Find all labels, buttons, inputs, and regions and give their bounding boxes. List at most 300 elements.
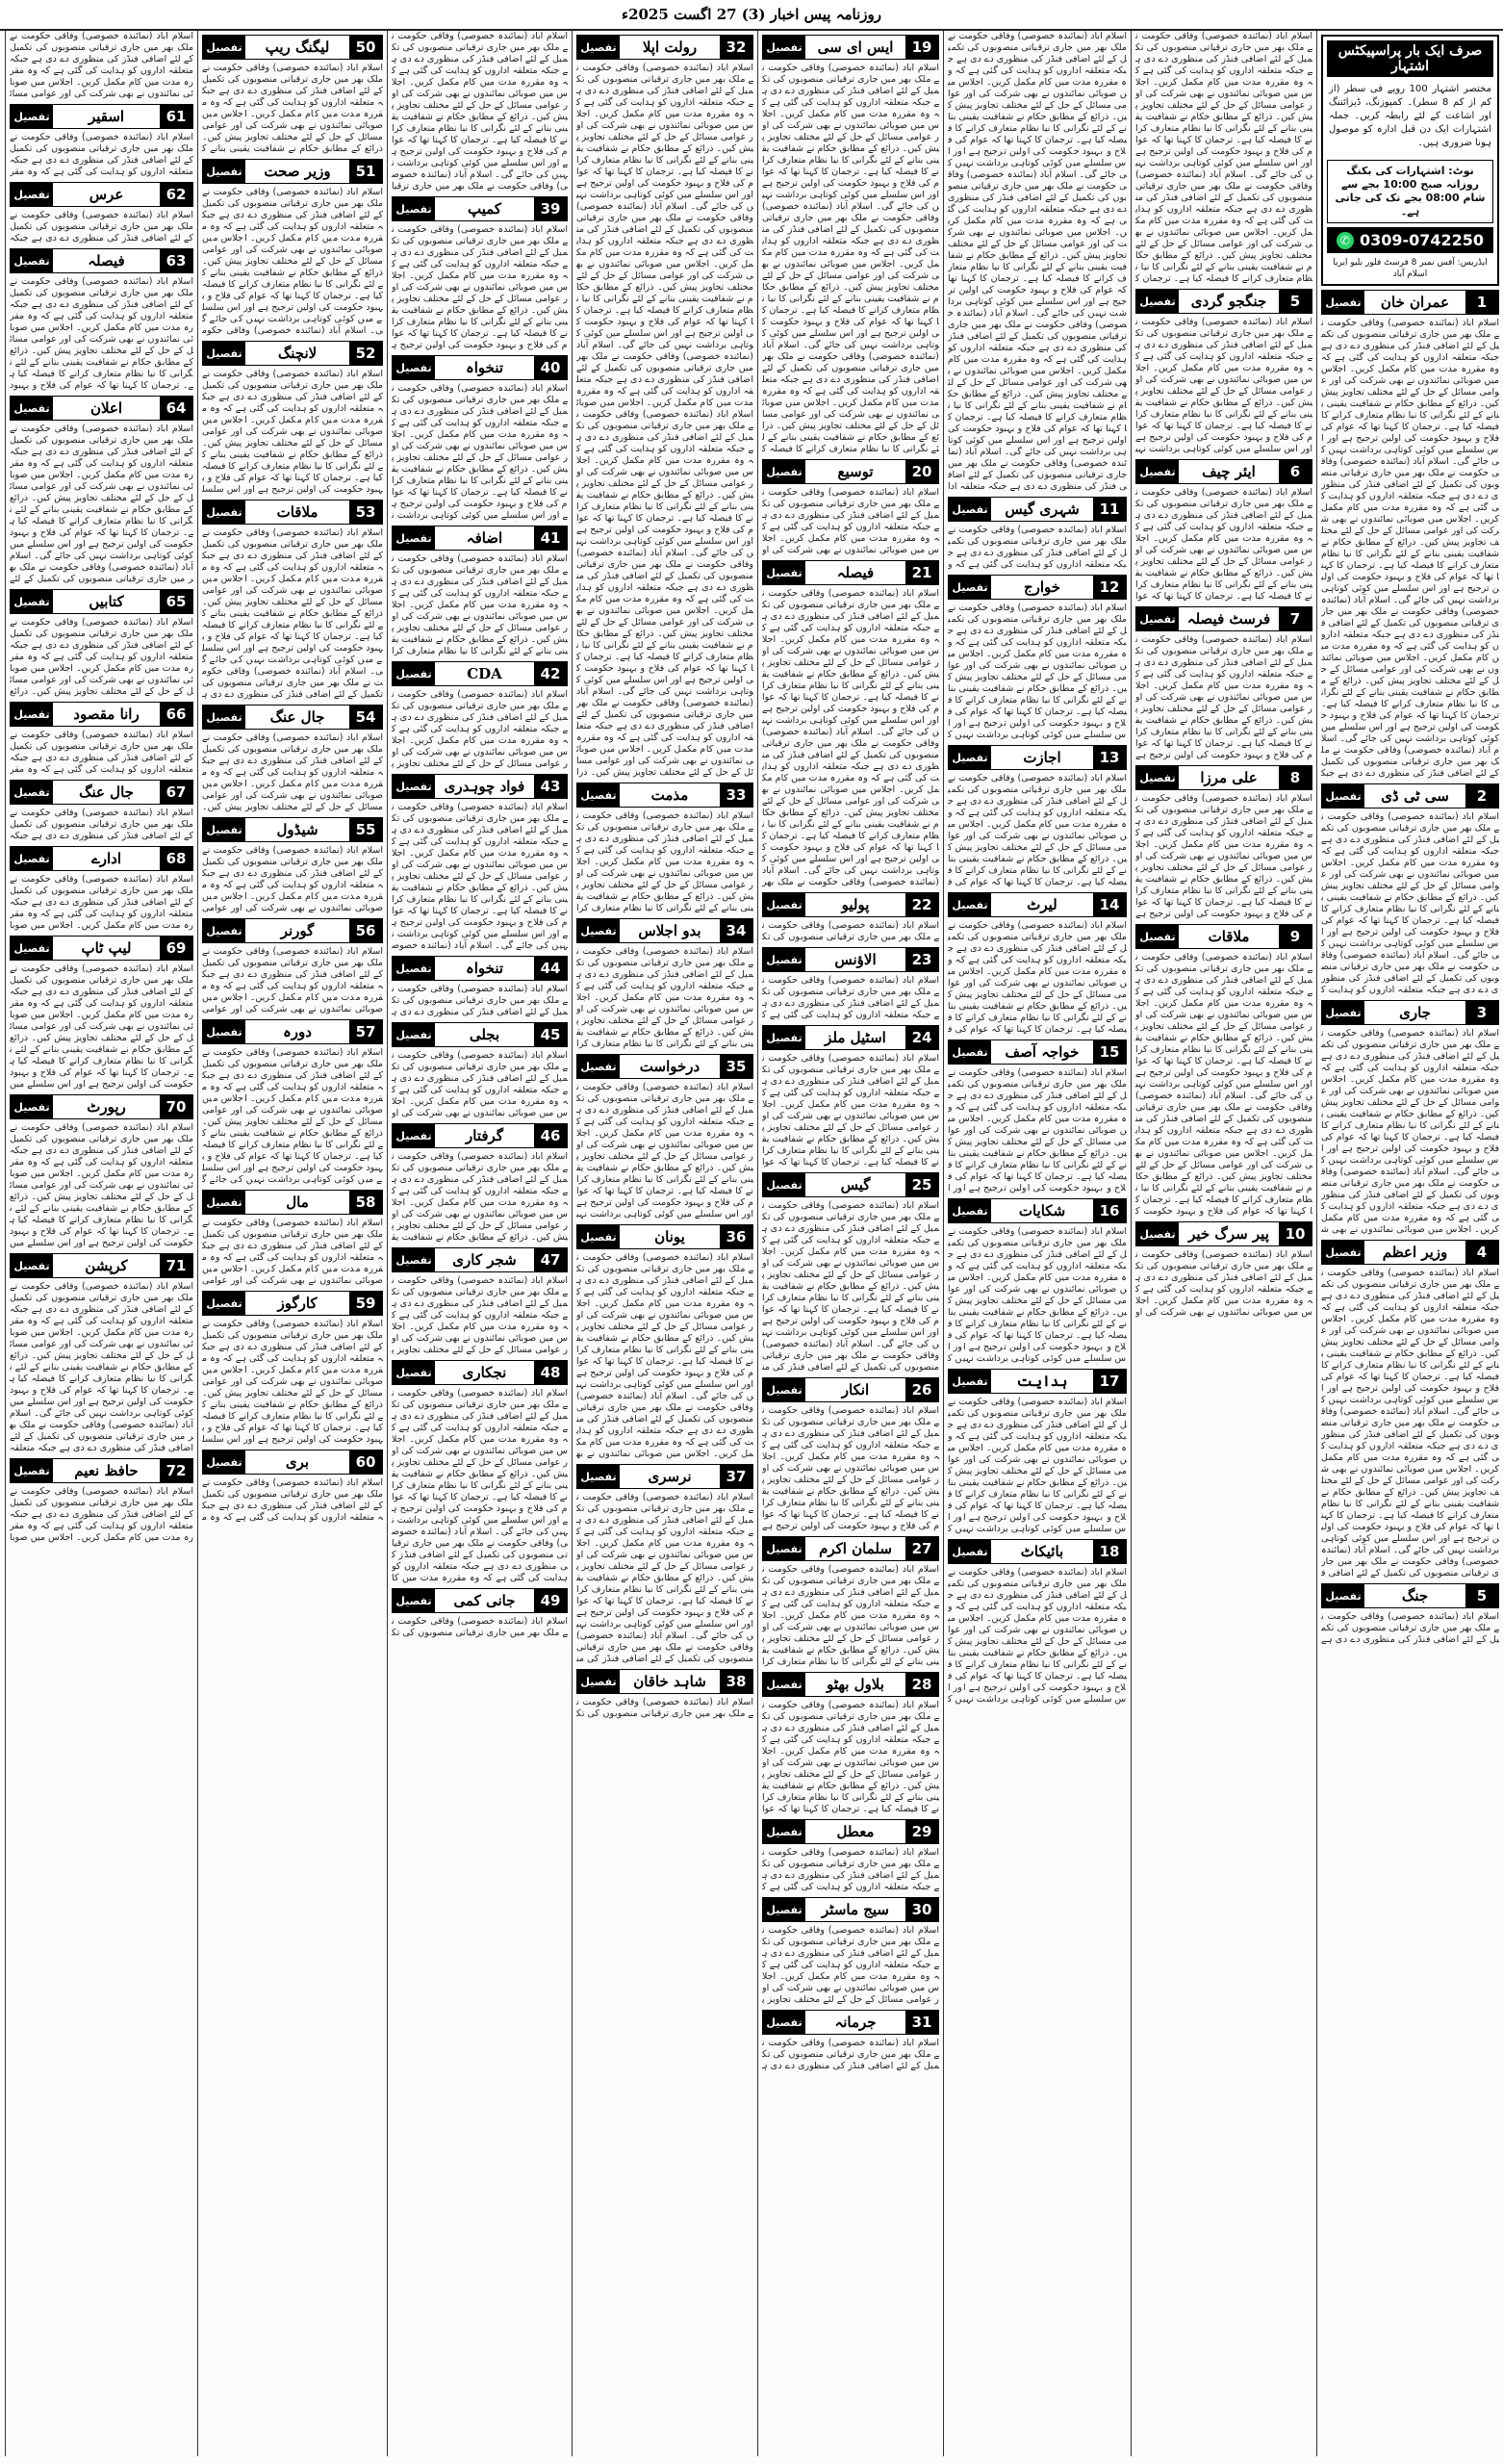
story-tag: تفصیل <box>393 1124 435 1147</box>
story-title: گرفتار <box>466 1127 503 1144</box>
story-number: 35 <box>720 1055 752 1078</box>
story-number: 14 <box>1093 893 1126 916</box>
story-header <box>392 956 568 981</box>
story-body: اسلام آباد (نمائندہ خصوصی) وفاقی حکومت نے ملک بھر میں جاری ترقیاتی منصوبوں کی تکمیل کے لئے اضافی فنڈز کی منظوری دے دی ہے جبکہ متعلقہ اداروں کو ہدایت کی گئی ہے کہ وہ مقررہ مدت میں کام مکمل کریں۔ اجلاس میں صوبائی نمائندوں نے بھی شرکت کی اور عوامی مسائل کے حل کے لئے مختلف تجاویز پیش کیں۔ ذرائع کے مطابق حکام نے شفافیت یقینی بنانے کے لئے نگرانی کا نیا نظام متعارف کرانے کا فیصلہ کیا ہے۔ ترجمان کا کہنا تھا کہ عوام کی فلاح و بہبود حکومت کی اولین ترجیح ہے اور اس سلسلے میں کوئی کوتاہی برداشت نہیں کی جائے گی۔ اسلام آباد (نمائندہ خصوصی) وفاقی حکومت نے ملک بھر میں جاری ترقیاتی منصوبوں کی تکمیل کے لئے اضافی فنڈز کی منظوری دے دی ہے جبکہ متعلقہ اداروں کو ہدایت کی گئی ہے کہ وہ مقررہ مدت میں کام مکمل کریں۔ اجلاس میں صوبائی نمائندوں نے بھی شرکت کی اور عوامی مسائل کے حل کے لئے مختلف تجاویز پیش کیں۔ ذرائع کے مطابق حکام نے شفافیت یقینی بنانے کے لئے نگرانی کا نیا نظام متعارف کرانے کا فیصلہ کیا ہے۔ ترجمان کا کہنا تھا کہ عوام کی فلاح و بہبود حکومت کی اولین ترجیح ہے اور اس سلسلے میں کوئی کوتاہی برداشت نہیں کی جائے گی۔ اسلام آباد (نمائندہ خصوصی) وفاقی حکومت نے ملک بھر میں جاری ترقیاتی منصوبوں کی تکمیل کے لئے اضافی فنڈز کی منظوری دے دی ہے جبکہ متعلقہ اداروں کو ہدایت کی گئی ہے کہ وہ مقررہ مدت میں کام مکمل کریں۔ اجلاس میں صوبائی نمائندوں نے بھی شرکت کی اور عوامی مسائل کے حل کے لئے مختلف تجاویز پیش کیں۔ ذرائع کے مطابق حکام نے شفافیت یقینی بنانے کے لئے نگرانی کا نیا نظام متعارف کرانے کا فیصلہ کیا ہے۔ ترجمان کا کہنا تھا کہ عوام کی فلاح و بہبود حکومت کی اولین ترجیح ہے اور اس سلسلے میں کوئی کوتاہی برداشت نہیں کی جائے گی۔ اسلام آباد (نمائندہ خصوصی) وفاقی حکومت نے ملک بھر میں جاری ترقیاتی منصوبوں کی تکمیل کے لئے اضافی فنڈز کی منظوری دے دی ہے جبکہ متعلقہ ادا <box>948 31 1127 492</box>
news-column-5 <box>572 31 757 2456</box>
story-number: 32 <box>720 36 752 59</box>
story-title: اسقیر <box>88 108 125 125</box>
story-title: تنخواہ <box>465 359 504 376</box>
story-body: اسلام آباد (نمائندہ خصوصی) وفاقی حکومت نے ملک بھر میں جاری ترقیاتی منصوبوں کی تک <box>762 920 939 942</box>
story-header <box>202 705 383 730</box>
story-title: علی مرزا <box>1200 769 1258 786</box>
story-title: جرمانہ <box>834 2014 877 2031</box>
story-tag: تفصیل <box>203 1191 245 1214</box>
story-title: وزیر صحت <box>264 163 331 180</box>
story-number: 68 <box>160 847 192 870</box>
story-tag: تفصیل <box>949 498 991 521</box>
story-title: مال <box>286 1194 309 1211</box>
story-title: رولت اپلا <box>642 38 698 56</box>
story-body: اسلام آباد (نمائندہ خصوصی) وفاقی حکومت نے ملک بھر میں جاری ترقیاتی منصوبوں کی تکمیل کے لئے اضافی فنڈز کی منظوری دے دی ہے جبکہ متعلقہ اداروں کو ہدایت کی گئی ہے کہ وہ مقررہ مدت میں کام مکمل کریں۔ اجلاس میں صوبائی نمائندوں نے بھی شرکت کی اور عوامی مسائل کے حل کے لئے مختلف تجاویز پیش کیں۔ ذرائع کے مطابق حکام نے شفافیت یقینی بنانے کے لئے نگرانی کا نیا نظام متعارف کرانے کا فیصلہ کیا ہے۔ ترجمان کا کہنا تھا کہ عوا <box>762 1700 939 1814</box>
story-header <box>1135 289 1312 314</box>
story-number: 5 <box>1465 1584 1498 1607</box>
story-body: اسلام آباد (نمائندہ خصوصی) وفاقی حکومت نے ملک بھر میں جاری ترقیاتی منصوبوں کی تکمیل کے لئے اضافی فنڈز کی منظوری دے دی ہے جبکہ متعلقہ اداروں کو ہدایت کی گئی ہے کہ وہ مقررہ مدت میں کام مکمل کریں۔ اجلاس میں صوبائی نمائندوں نے بھی شرکت کی اور عوامی مسائل کے حل کے لئے مختلف تجاویز پیش کیں۔ ذرائع کے مطابق حکام نے شفافیت یقینی بنانے کے لئے نگرانی کا نیا نظام متعارف کرانے کا فیصلہ کیا ہے۔ ترجمان کا کہنا تھا کہ عوام کی فلاح و بہبود حکومت کی اولین ترجیح ہے اور اس سلسلے میں کوئی کوتاہی برداشت نہی <box>576 1082 753 1219</box>
story-number: 53 <box>349 500 382 524</box>
story-title: گورنر <box>280 922 315 939</box>
story-tag: تفصیل <box>11 937 53 960</box>
story-body: اسلام آباد (نمائندہ خصوصی) وفاقی حکومت نے ملک بھر میں جاری ترقیاتی منصوبوں کی تکمیل کے لئے اضافی فنڈز کی منظوری دے دی ہے جبکہ متعلقہ اداروں کو ہدایت کی گئی ہے کہ وہ مقررہ مدت میں کام مکمل کریں۔ اجلاس میں صوبائی نمائندوں نے بھی شرکت کی اور عوامی مسائل کے حل کے لئے مختلف تجاویز پیش کیں۔ ذرائع کے مطابق حکام نے شفافیت یقینی بنانے کے لئے نگرانی کا نیا نظام متعارف کرانے کا فیصلہ کیا ہے۔ ترجمان کا کہنا تھا کہ عوام کی فلاح و بہبود حکومت کی اولین ترجیح ہے اور اس سلسلے میں کوئی کوتاہی برداشت نہیں کی جائے گی۔ اسلام آباد (نمائندہ خصوصی) وفاقی حکومت نے ملک بھر میں جاری ترقیاتی منصوبوں کی تکمیل کے لئے اضافی فنڈز کی منظوری دے دی ہے جبکہ متعلقہ اداروں کو ہدایت کی گئی ہے کہ وہ مقررہ مدت میں کا <box>392 1388 568 1583</box>
story-title: ایئر چیف <box>1202 463 1256 480</box>
story-header <box>202 1450 383 1475</box>
story-number: 10 <box>1279 1222 1312 1245</box>
story-tag: تفصیل <box>1136 607 1179 630</box>
story-number: 69 <box>160 937 192 960</box>
story-header <box>762 2010 939 2035</box>
story-title: توسیع <box>837 463 874 480</box>
story-title: شہری گیس <box>1005 500 1080 518</box>
story-title: جنگ <box>1401 1587 1429 1604</box>
story-header <box>392 1123 568 1148</box>
story-number: 63 <box>160 249 192 272</box>
story-title: سی ٹی ڈی <box>1381 787 1449 805</box>
story-body: اسلام آباد (نمائندہ خصوصی) وفاقی حکومت نے ملک بھر میں جاری ترقیاتی منصوبوں کی تکمیل کے لئے اضافی فنڈز کی منظوری دے دی ہے جبکہ متعلقہ اداروں کو ہدایت کی گئی ہے کہ وہ مقررہ مدت میں کام مکمل کریں۔ اجلاس میں صوبائی نمائندوں نے بھی شرکت کی اور عوامی مسائل کے حل کے لئے مختلف تجاویز پیش کیں۔ ذرائع کے مطابق حکام نے شفافیت یقینی بنانے کے لئے نگرانی کا نیا نظام متعارف کرانے کا فیصلہ کیا ہے۔ ترجمان کا کہنا تھا کہ عوام کی فلاح و بہبود حکومت کی اولین ترجیح ہ <box>392 224 568 350</box>
story-title: دورہ <box>283 1023 312 1040</box>
story-tag: تفصیل <box>1322 1584 1364 1607</box>
story-title: جال عنگ <box>269 708 325 726</box>
story-body: اسلام آباد (نمائندہ خصوصی) وفاقی حکومت نے ملک بھر میں جاری ترقیاتی منصوبوں کی تکمیل کے لئے اضافی فنڈز کی منظوری دے دی ہے جبکہ متعلقہ اداروں کو ہدایت کی گئی ہے ک <box>762 1847 939 1892</box>
story-header <box>576 1054 753 1079</box>
story-number: 38 <box>720 1670 752 1693</box>
story-header <box>10 1458 193 1483</box>
news-column-4 <box>757 31 943 2456</box>
story-body: اسلام آباد (نمائندہ خصوصی) وفاقی حکومت نے ملک بھر میں جاری ترقیاتی منصوبوں کی تکمیل کے لئے اضافی فنڈز کی منظوری دے دی ہے جبکہ متعلقہ اداروں کو ہدایت کی گئی ہے کہ وہ مقررہ مدت میں کام مکمل کریں۔ اجلاس میں صوبائی نمائندوں نے بھی شرکت کی اور عوامی مسائل کے حل کے لئے مختلف تجاویز پیش کیں۔ ذرائع کے مطابق حکام نے شفافیت یق <box>392 1151 568 1243</box>
story-title: جال عنگ <box>79 783 134 801</box>
story-number: 20 <box>905 460 938 483</box>
story-number: 59 <box>349 1292 382 1315</box>
story-header <box>762 560 939 585</box>
story-number: 42 <box>534 662 567 685</box>
story-header <box>392 1022 568 1047</box>
story-number: 72 <box>160 1459 192 1482</box>
story-number: 4 <box>1465 1241 1498 1264</box>
story-body: اسلام آباد (نمائندہ خصوصی) وفاقی حکومت نے ملک بھر میں جاری ترقیاتی منصوبوں کی تک <box>576 1697 753 1719</box>
classified-advert-box <box>1321 35 1499 286</box>
story-title: عرس <box>89 186 124 203</box>
story-tag: تفصیل <box>763 460 805 483</box>
story-title: کمیپ <box>467 200 502 218</box>
story-body: اسلام آباد (نمائندہ خصوصی) وفاقی حکومت نے ملک بھر میں جاری ترقیاتی منصوبوں کی تکمیل کے لئے اضافی فنڈز کی منظوری دے دی ہ <box>392 984 568 1017</box>
story-header <box>948 1198 1127 1223</box>
story-title: گیس <box>840 1176 871 1194</box>
story-number: 51 <box>349 160 382 183</box>
story-title: ملاقات <box>1208 928 1250 945</box>
story-title: جانی کمی <box>453 1592 516 1609</box>
story-header <box>10 780 193 805</box>
story-header <box>202 159 383 184</box>
story-number: 27 <box>905 1537 938 1560</box>
story-body: اسلام آباد (نمائندہ خصوصی) وفاقی حکومت نے ملک بھر میں جاری ترقیاتی منصوبوں کی تکمیل کے لئے اضافی فنڈز کی منظوری دے دی ہے جبکہ متعلقہ اداروں کو ہدایت کی گئی ہے کہ وہ مقررہ مدت میں کام مکمل کریں۔ اجلاس میں صوبائی نمائندوں نے بھی شرکت کی اور عوامی مسائل کے حل کے لئے مختلف تجاویز پیش کیں۔ ذرائع کے مطابق حکام نے شفافیت یقینی بنانے کے لئے نگرانی کا نیا نظام متعارف کرانے کا فیصلہ کیا ہے۔ ترجمان کا کہنا تھا کہ عوام کی ف <box>948 773 1127 887</box>
story-number: 46 <box>534 1124 567 1147</box>
story-tag: تفصیل <box>1136 460 1179 483</box>
story-number: 1 <box>1465 291 1498 314</box>
story-tag: تفصیل <box>203 1450 245 1474</box>
story-number: 5 <box>1279 290 1312 313</box>
story-header <box>762 459 939 484</box>
story-tag: تفصیل <box>763 893 805 916</box>
story-number: 34 <box>720 919 752 942</box>
story-body: اسلام آباد (نمائندہ خصوصی) وفاقی حکومت نے ملک بھر میں جاری ترقیاتی منصوبوں کی تکمیل کے لئے اضافی فنڈز کی منظوری دے دی ہے جبکہ متعلقہ اداروں کو ہدایت کی گئی ہے کہ وہ مقررہ مدت میں کام مکمل کریں۔ اجلاس میں صوبائی نمائندوں نے بھی شرکت کی اور عوامی مسائل کے حل کے لئے مختلف تجاویز پیش کیں۔ ذرائع کے مطابق حکام نے شفافیت یقینی بنانے کے لئے نگرانی کا نیا نظام متعارف کرانے کا فیصلہ کیا ہے۔ ترجمان کا کہنا تھا کہ عوام کی فلاح و بہبود حکومت کی اولین ترجیح ہے اور اس سلسل <box>202 1319 383 1445</box>
story-body: اسلام آباد (نمائندہ خصوصی) وفاقی حکومت نے ملک بھر میں جاری ترقیاتی منصوبوں کی تکمیل کے لئے اضافی فنڈز کی منظوری دے دی ہے جبکہ متعلقہ اداروں کو ہدایت کی گئی ہے کہ وہ مقررہ مدت میں کام مکمل کریں۔ اجلاس میں صوبائی نمائندوں نے بھی شرکت کی اور عوامی مسائل کے حل کے لئے مختلف تجاویز پ <box>762 1925 939 2005</box>
story-body: اسلام آباد (نمائندہ خصوصی) وفاقی حکومت نے ملک بھر میں جاری ترقیاتی منصوبوں کی تکمیل کے لئے اضافی فنڈز کی منظوری دے دی ہے جبکہ متعلقہ اداروں کو ہدایت کی گئی ہے کہ وہ مقررہ مدت میں کام مکمل کریں۔ اجلاس میں صوبائی نمائندوں نے بھی شرکت کی اور عوامی <box>202 845 383 913</box>
story-header <box>948 1369 1127 1394</box>
advert-phone <box>1327 227 1493 253</box>
story-header <box>576 1464 753 1489</box>
story-number: 54 <box>349 706 382 729</box>
story-body: اسلام آباد (نمائندہ خصوصی) وفاقی حکومت نے ملک بھر میں جاری ترقیاتی منصوبوں کی تکمیل کے لئے اضافی فنڈز کی منظوری دے دی ہے جبکہ متعلقہ اداروں کو ہدایت کی گئی ہے کہ وہ مقررہ مدت میں کام مکمل کریں۔ اجلاس میں صوبائی نمائندوں نے بھی شرکت کی اور عوامی مسائل کے حل کے لئے مختلف تجاویز پیش کیں۔ ذرائع کے مطابق حکام نے شفافیت یقینی بنانے کے لئے نگرانی کا نیا نظام متعارف کرانے کا فیصلہ کیا ہے۔ ترجمان کا کہنا تھا کہ عوا <box>762 1053 939 1168</box>
story-body: اسلام آباد (نمائندہ خصوصی) وفاقی حکومت نے ملک بھر میں جاری ترقیاتی منصوبوں کی تکمیل کے لئے اضافی فنڈز کی منظوری دے دی ہے جبکہ متعلقہ اداروں کو ہدایت کی گئی ہے کہ وہ مقررہ مدت میں کام مکمل کریں۔ اجلاس میں صوبائی نمائندوں نے بھی شرکت کی اور عوامی مسائل کے حل کے لئے مختلف تجاویز پیش کیں۔ ذرائع کے مطابق حکام نے شفافیت یقینی بنانے کے لئے نگرانی کا نیا نظام متعارف کرانے کا فیصلہ کیا ہے۔ ترجمان کا کہنا تھا کہ عوام کی فلاح و بہبود حکومت کی اولین ترجیح ہے اور اس سلسلے میں کوئی کوتاہی برداشت نہیں کی جائے گی۔ اسلام آباد (نمائندہ خصوصی) وفاقی حکومت نے ملک بھر میں جاری ترقیاتی منصوبوں کی تکمیل کے لئے اضافی فنڈز کی منظوری دے دی ہے جبکہ متعلقہ اداروں کو ہدایت کی گئی ہے کہ وہ مقررہ مدت میں کام مکمل کریں۔ اجلاس میں صوبائی نمائندوں نے بھ <box>576 1252 753 1459</box>
story-number: 48 <box>534 1361 567 1384</box>
story-header <box>948 892 1127 917</box>
story-tag: تفصیل <box>11 781 53 804</box>
story-body: اسلام آباد (نمائندہ خصوصی) وفاقی حکومت نے ملک بھر میں جاری ترقیاتی منصوبوں کی تکمیل کے لئے اضافی فنڈز کی منظوری دے دی ہے جبکہ متعلقہ اداروں کو ہدایت کی گئی ہے کہ وہ مقررہ مدت میں کام مکمل کریں۔ اجلاس میں صوبائی نمائندوں نے بھی شرکت کی اور عوامی مسائل کے حل کے لئے مختلف تجاویز پیش کیں۔ ذرائع کے مطابق حکام نے شفافیت یقینی بنانے کے لئے نگرانی کا نیا نظام متعارف کرانے کا فیصلہ کیا ہے۔ ترجمان کا کہنا تھا کہ عوام کی فلاح و بہبود حکومت کی اولین ترجیح ہے اور اس سلسلے میں کوئی کوتاہی برداشت ن <box>392 383 568 521</box>
advert-footer: ایڈریس: آفس نمبر 8 فرسٹ فلور بلیو ایریا اسلام آباد <box>1333 258 1488 279</box>
story-tag: تفصیل <box>11 590 53 613</box>
story-body: اسلام آباد (نمائندہ خصوصی) وفاقی حکومت نے ملک بھر میں جاری ترقیاتی منصوبوں کی تکمیل کے لئے اضافی فنڈز کی منظوری دے دی ہے جبکہ متعلقہ اداروں کو ہدایت کی گئی ہے کہ وہ مقررہ مدت میں کام مکمل کریں۔ اجلاس میں صوبائی نمائندوں نے بھی شرکت کی اور عوامی مسائل کے حل کے لئے مختلف تجاویز پیش کیں۔ ذرائع کے مطابق حکام نے شفافیت یقینی بنانے کے لئے نگرانی کا نیا نظام متعارف کرانے کا فیصلہ کیا ہے۔ ترجمان کا کہنا تھا کہ عوام کی فلاح و بہبود حکومت کی اولین ترجیح ہے اور اس سلسلے میں کوئی کوتاہی برداشت نہیں کی جائے گی۔ اسلام آباد (نمائندہ خصوصی) وفاقی حکومت نے ملک بھر میں جاری ترقیاتی منصوبوں کی تکمیل کے لئے اضافی فنڈز کی منظوری دے دی ہے جبکہ متعلقہ اداروں کو ہدایت کی گئی ہے کہ وہ مقررہ مدت میں کام مکمل کریں۔ اجلاس میں صوبائی نمائندوں نے بھی ش <box>1321 1028 1499 1235</box>
story-body: اسلام آباد (نمائندہ خصوصی) وفاقی حکومت نے ملک بھر میں جاری ترقیاتی منصوبوں کی تک <box>392 1616 568 1638</box>
news-column-8 <box>5 31 197 2456</box>
story-title: رانا مقصود <box>73 706 140 723</box>
story-number: 25 <box>905 1173 938 1196</box>
story-tag: تفصیل <box>577 36 620 59</box>
story-tag: تفصیل <box>949 1199 991 1222</box>
story-header <box>762 892 939 917</box>
story-number: 2 <box>1465 784 1498 808</box>
story-tag: تفصیل <box>203 500 245 524</box>
story-body: اسلام آباد (نمائندہ خصوصی) وفاقی حکومت نے ملک بھر میں جاری ترقیاتی منصوبوں کی تکمیل کے لئے اضافی فنڈز کی منظوری دے دی ہے جبکہ متعلقہ اداروں کو ہدایت کی گئی ہے کہ وہ مقررہ مدت میں کام مکمل کریں۔ اجلاس میں صوبائی نمائندوں نے بھی شرکت کی اور عوامی مسائل کے حل کے لئے مختلف تجاویز پیش کیں۔ ذرائع کے مطابق حکام نے شفافیت یقینی بنانے کے لئے نگرانی کا نیا نظام متعارف کرا <box>392 553 568 656</box>
story-body: اسلام آباد (نمائندہ خصوصی) وفاقی حکومت نے ملک بھر میں جاری ترقیاتی منصوبوں کی تکمیل کے لئے اضافی فنڈز کی منظوری دے دی ہے جبکہ متعلقہ اداروں کو ہدایت کی گئی ہے کہ وہ مقررہ مدت میں کام مکمل کریں۔ اجلاس میں صوبائی نمائندوں نے بھی شرکت کی اور عوامی مسائل کے حل کے لئے مختلف تجاویز پیش کیں۔ ذرائع کے مطابق حکام نے شفافیت یقینی بنانے کے لئے نگرانی کا نیا نظام متعارف کرانے کا فیصلہ کیا ہے۔ ترجمان کا کہنا تھا کہ عوام کی فلاح و بہبود حکومت کی اولین ترجیح ہے اور اس سلسل <box>202 369 383 495</box>
story-number: 55 <box>349 818 382 841</box>
story-header <box>10 248 193 273</box>
story-tag: تفصیل <box>11 1459 53 1482</box>
story-title: مذمت <box>650 786 689 804</box>
page-header <box>0 0 1503 31</box>
story-tag: تفصیل <box>763 1898 805 1921</box>
story-title: لیگنگ ریپ <box>265 38 330 56</box>
page-header-title: روزنامہ پیس اخبار (3) 27 اگست 2025ء <box>622 6 881 23</box>
story-header <box>202 817 383 842</box>
story-title: پیر سرگ خیر <box>1188 1225 1269 1243</box>
story-tag: تفصیل <box>393 356 435 379</box>
story-tag: تفصیل <box>577 919 620 942</box>
story-tag: تفصیل <box>393 662 435 685</box>
story-tag: تفصیل <box>203 919 245 942</box>
story-body: اسلام آباد (نمائندہ خصوصی) وفاقی حکومت نے ملک بھر میں جاری ترقیاتی منصوبوں کی تکمیل کے لئے اضافی فنڈز کی منظوری دے دی ہے جبکہ متعلقہ اداروں کو ہدایت کی گئی ہے کہ وہ مقررہ مدت میں کام مکمل کریں۔ اجلاس میں صوبائی نمائندوں نے بھی شرکت کی اور عوامی مسائل کے حل کے لئے مختلف تجاویز پیش کیں۔ ذرائع کے مطابق حکام نے شفافیت یقینی بنانے کے لئے نگرانی کا نیا نظام متعارف کرانے کا فیصلہ کیا ہے۔ ترجمان کا کہنا تھا کہ عوام کی فلاح و بہبود حکومت کی اولین ترجیح ہے اور اس سلسلے میں <box>10 963 193 1090</box>
news-column-7 <box>197 31 387 2456</box>
story-number: 62 <box>160 183 192 206</box>
story-body: اسلام آباد (نمائندہ خصوصی) وفاقی حکومت نے ملک بھر میں جاری ترقیاتی منصوبوں کی تکمیل کے لئے اضافی فنڈز کی منظوری دے دی ہے جبکہ متعلقہ اداروں کو ہدایت کی گئی ہے کہ وہ مقررہ مدت میں کام مکمل کریں۔ اجلاس میں صوبائی نمائندوں نے بھی شرکت کی اور عوامی مسائل کے حل کے لئے مختلف تجاویز پیش کیں۔ ذرائع کے مطابق حکام نے شفافیت یقینی بنانے کے لئے نگرانی کا نیا نظام متعارف کرانے کا فیصلہ کیا ہے۔ ترجمان کا کہنا تھا کہ عوام کی فلاح و بہبود حکومت کی اولین ترجیح ہے اور اس سلسلے میں کوئی کوتاہی برداشت نہیں کی جائے گی۔ اسلام آباد (نمائندہ خصوصی) وفاقی حکومت نے ملک بھر میں جاری ترقیاتی منصوبوں کی تکمیل کے لئے اضافی فنڈز کی من <box>576 1492 753 1664</box>
story-number: 47 <box>534 1248 567 1271</box>
story-tag: تفصیل <box>393 1361 435 1384</box>
story-header <box>202 35 383 60</box>
story-number: 3 <box>1465 1001 1498 1024</box>
story-number: 57 <box>349 1020 382 1043</box>
story-number: 41 <box>534 526 567 550</box>
story-number: 8 <box>1279 766 1312 789</box>
story-header <box>762 1025 939 1050</box>
story-tag: تفصیل <box>1136 1222 1179 1245</box>
story-number: 19 <box>905 36 938 59</box>
story-tag: تفصیل <box>393 1589 435 1612</box>
story-title: اضافہ <box>466 529 503 547</box>
story-title: لانچنگ <box>277 345 318 362</box>
story-tag: تفصیل <box>203 160 245 183</box>
story-header <box>762 1172 939 1197</box>
story-body: اسلام آباد (نمائندہ خصوصی) وفاقی حکومت نے ملک بھر میں جاری ترقیاتی منصوبوں کی تکمیل کے لئے اضافی فنڈز کی منظوری دے دی ہے جبکہ متعلقہ اداروں کو ہدایت کی گئی ہے کہ وہ مقررہ مدت میں کام مکمل کریں۔ اجلاس میں صوبائی نمائندوں نے بھی شرکت کی اور عوامی مسائل کے حل کے لئے مختلف تجاویز پیش کیں۔ ذرائع کے مطابق حکام نے شفافیت یقینی بنانے کے لئے نگرانی کا نیا نظام متعارف کرانے کا فیصلہ کیا ہے۔ ترجمان کا کہنا تھا کہ عوام کی فلاح و بہبود حکومت کی اولین ترجیح ہے اور اس سلسلے میں کوئی کوتاہی برداشت نہیں کی جائے گی۔ اسلام آباد (نمائندہ خصوصی) وفاقی حکومت نے ملک بھر میں جاری ترقیاتی منصوبوں کی تکمیل کے لئے اضافی فنڈز کی منظوری دے دی ہ <box>202 527 383 700</box>
story-tag: تفصیل <box>393 526 435 550</box>
story-body: اسلام آباد (نمائندہ خصوصی) وفاقی حکومت نے ملک بھر میں جاری ترقیاتی منصوبوں کی تکمیل کے لئے اضافی فنڈز کی منظوری دے دی ہے جبکہ متعلقہ اداروں کو ہدایت کی گئی ہے کہ وہ مقررہ مدت میں کام مکمل کریں۔ اجلاس میں صوبائی نمائندوں نے بھی شرکت کی اور عوامی مسائل کے حل کے لئے مختلف تجاویز پیش کیں۔ ذرائع کے مطابق حکام نے شفافیت یقینی بنانے کے لئے نگرانی کا نیا نظام متعارف کرانے کا فیصلہ کیا ہے۔ ترجمان کا کہنا تھا کہ عوام کی فلاح و بہبود <box>10 276 193 391</box>
story-body: اسلام آباد (نمائندہ خصوصی) وفاقی حکومت نے ملک بھر میں جاری ترقیاتی منصوبوں کی تکمیل کے لئے اضافی فنڈز کی منظوری دے دی ہے جبکہ متعلقہ اداروں کو ہدایت کی گئی ہے کہ وہ مقررہ مدت میں کام مکمل کریں۔ اجلاس میں صوبائی نمائندوں نے بھی شرکت کی او <box>762 487 939 555</box>
story-header <box>1321 1240 1499 1265</box>
story-header <box>762 35 939 60</box>
story-tag: تفصیل <box>763 1673 805 1696</box>
story-tag: تفصیل <box>763 1026 805 1049</box>
story-header <box>576 1224 753 1249</box>
story-number: 12 <box>1093 576 1126 599</box>
story-title: حافظ نعیم <box>74 1462 139 1479</box>
story-header <box>10 589 193 614</box>
story-tag: تفصیل <box>203 1020 245 1043</box>
story-header <box>202 918 383 943</box>
story-header <box>1135 1221 1312 1246</box>
story-number: 37 <box>720 1465 752 1488</box>
story-body: اسلام آباد (نمائندہ خصوصی) وفاقی حکومت نے ملک بھر میں جاری ترقیاتی منصوبوں کی تکمیل کے لئے اضافی فنڈز کی منظوری دے دی ہے جبکہ متعلقہ اداروں کو ہدایت کی گئی ہے کہ وہ مقررہ مدت میں کام مکمل کریں۔ اجلاس میں صوبائی نمائندوں نے بھی شرکت کی اور عوامی مسائل کے حل کے لئے مختلف تجاویز پیش کیں۔ ذرائع کے مطابق حکام نے شفافیت یقینی بنانے کے لئے نگرانی کا نیا نظام متعارف کرانے کا فیصلہ کیا ہے۔ ترجمان کا کہنا تھا کہ عوام کی فلاح و بہبود حکومت کی اولین ترجیح ہے اور اس سلسلے میں کوئی کوتاہی برداشت نہیں کی جائے گی۔ اسلام آباد (نمائندہ خصوصی) وفاقی حکومت نے ملک بھر میں جاری ترقیاتی منصوبوں کی تکمیل کے لئے اضافی فنڈز کی منظوری دے دی ہے جبکہ متعلقہ اداروں کو ہدایت کی گئی ہے کہ وہ مقررہ مدت میں کام مکمل کریں۔ اجلاس میں صوبائی نمائندوں نے بھی شرکت کی اور عوامی مسائل کے حل کے لئے مختلف تجاویز پیش کیں۔ ذرائع کے مطابق حکام نے شفافیت یقینی بنانے کے لئے نگرانی کا نیا نظام متعارف کرانے کا فیصلہ کیا ہے۔ ترجمان کا کہنا تھا کہ عوام کی فلاح و بہبود حکومت کی اولین ترجیح ہے اور اس سلسلے میں کوئی کوتاہی برداشت نہیں کی جائے گی۔ اسلام آباد (نمائندہ خصوصی) وفاقی حکومت نے ملک بھر میں جاری ترقیاتی منصوبوں کی تکمیل کے لئے اضافی فنڈز کی منظوری دے دی ہے جبکہ متعلقہ اداروں کو ہدایت کی گئی ہے کہ وہ مقررہ مدت میں کام مکمل کریں۔ اجلاس میں صوبائ <box>576 63 753 408</box>
story-header <box>10 936 193 961</box>
story-tag: تفصیل <box>393 1248 435 1271</box>
story-title: جاری <box>1399 1004 1431 1021</box>
story-header <box>392 1360 568 1385</box>
story-body: اسلام آباد (نمائندہ خصوصی) وفاقی حکومت نے ملک بھر میں جاری ترقیاتی منصوبوں کی تکمیل کے لئے اضافی فنڈز کی منظوری دے دی ہے جبکہ متعلقہ اداروں کو ہدایت کی گئی ہے کہ وہ مقررہ مدت میں کام مکمل کریں۔ اجلاس میں صوبائی نمائندوں نے بھی شرکت کی او <box>392 1050 568 1118</box>
story-body: اسلام آباد (نمائندہ خصوصی) وفاقی حکومت نے ملک بھر میں جاری ترقیاتی منصوبوں کی تکمیل کے لئے اضافی فنڈز کی منظوری دے دی ہے جبکہ متعلقہ اداروں کو ہدایت کی گئی ہے کہ وہ مقررہ مدت میں کام مکمل کریں۔ اجلاس میں صوبائی نمائندوں نے بھی شرکت کی اور عوامی مسائل کے حل کے لئے مختلف تجاویز پیش کیں۔ ذرائع کے مطابق حکام نے شفافیت یقینی بنانے کے لئے نگرانی کا نیا نظام متعارف کرا <box>576 946 753 1049</box>
story-tag: تفصیل <box>763 1820 805 1843</box>
story-tag: تفصیل <box>1136 766 1179 789</box>
story-title: فرسٹ فیصلہ <box>1186 610 1271 628</box>
story-number: 26 <box>905 1378 938 1401</box>
story-header <box>576 1669 753 1694</box>
story-number: 33 <box>720 783 752 807</box>
story-body: اسلام آباد (نمائندہ خصوصی) وفاقی حکومت نے ملک بھر میں جاری ترقیاتی منصوبوں کی تکمیل کے لئے اضافی فنڈز کی منظوری دے دی ہے جبکہ متعلقہ اداروں کو ہدایت کی گئی ہے کہ وہ مقررہ مدت میں کام مکمل کریں۔ اجلاس میں صوبائی نمائندوں نے بھی شرکت کی اور عوامی مسائل کے حل کے لئے مختلف تجاویز پیش کیں۔ ذرائع کے مطابق حکام نے شفافیت یقینی بنانے کے لئے نگرانی کا نیا نظام متعارف کرانے کا فیصلہ کیا ہے۔ ترجمان کا کہنا تھا کہ عوام کی فلاح و بہبود حکومت کی اولین ترجیح ہے اور اس سلسلے میں کوئی کوتاہی برداشت نہیں کی جائے گی۔ اسلام آباد (نمائندہ خصوصی) وفاقی حکومت نے ملک بھر میں جاری ترقیاتی منصوبوں کی تکمیل کے لئے اضافی فنڈز کی منظوری دے دی ہے جبکہ متعلقہ اداروں کو ہدایت کی گئی ہے کہ وہ مقررہ مدت میں کام مکمل کریں۔ اجلاس میں صوبائی نمائندوں نے بھی شرکت کی اور عوامی مسائل کے حل کے لئے مختلف تجاویز پیش کیں۔ ذرائع کے مطابق حکام نے شفافیت یقینی بنانے کے لئے نگرانی کا نیا نظام متعارف کرانے کا فیصلہ کیا ہے۔ ترجمان کا کہنا تھا کہ عوام کی فلاح و بہبود حکومت کی اولین ترجیح ہے اور اس سلسلے میں کوئی کوتاہی برداشت نہیں کی جائے گی۔ اسلام آباد (نمائندہ خصوصی) وفاقی حکومت نے ملک بھر میں جاری ترقیاتی منصوبوں کی تکمیل کے لئے اضافی فنڈز کی منظوری دے دی ہے جبکہ متعلقہ اداروں کو ہدایت کی گئی ہے کہ وہ مقررہ مدت میں کام مکمل کریں۔ اجلاس میں صوبائی نمائندوں نے بھی شرکت کی اور عوامی مسائل کے حل کے لئے مختلف تجاویز پیش کیں۔ ذرا <box>576 409 753 778</box>
story-number: 56 <box>349 919 382 942</box>
story-tag: تفصیل <box>393 957 435 980</box>
story-header <box>762 1819 939 1844</box>
story-tag: تفصیل <box>11 847 53 870</box>
story-tag: تفصیل <box>203 36 245 59</box>
story-number: 13 <box>1093 746 1126 769</box>
story-number: 66 <box>160 703 192 726</box>
story-tag: تفصیل <box>11 183 53 206</box>
story-tag: تفصیل <box>763 561 805 584</box>
story-number: 43 <box>534 775 567 798</box>
story-tag: تفصیل <box>1322 1001 1364 1024</box>
story-tag: تفصیل <box>1322 1241 1364 1264</box>
story-header <box>392 1588 568 1613</box>
story-title: اسٹیل ملز <box>825 1029 886 1046</box>
story-title: نرسری <box>648 1468 692 1485</box>
story-title: بائیکاٹ <box>1020 1543 1064 1560</box>
story-header <box>1135 924 1312 949</box>
story-number: 18 <box>1093 1540 1126 1563</box>
story-tag: تفصیل <box>1136 290 1179 313</box>
story-tag: تفصیل <box>1136 925 1179 948</box>
story-title: انکار <box>841 1381 870 1399</box>
story-tag: تفصیل <box>763 1537 805 1560</box>
story-tag: تفصیل <box>763 948 805 971</box>
story-body: اسلام آباد (نمائندہ خصوصی) وفاقی حکومت نے ملک بھر میں جاری ترقیاتی منصوبوں کی تکمیل کے لئے اضافی فنڈز کی منظوری دے دی ہے جبکہ متعلقہ اداروں کو ہدایت کی گئی ہے کہ وہ مقررہ مدت میں کام مکمل کریں۔ اجلاس میں صوبائی نمائندوں نے بھی شرکت کی اور عوامی مسائل کے حل کے لئے مختلف تجاویز پیش کیں۔ ذرائع کے مطابق حکام نے شفافیت یقینی بنانے کے لئے نگرانی کا نیا نظام متعارف کرانے کا فیصلہ کیا ہے۔ ترجمان کا کہنا تھا کہ عوا <box>1135 487 1312 602</box>
story-body: اسلام آباد (نمائندہ خصوصی) وفاقی حکومت نے ملک بھر میں جاری ترقیاتی منصوبوں کی تکمیل کے لئے اضافی فنڈز کی منظوری دے دی ہے جبکہ متعلقہ اداروں کو ہدایت کی گئی ہے کہ وہ مقررہ مدت میں کام مکمل کریں۔ اجلاس میں صوبائی نمائندوں نے بھی شرکت کی اور عوامی مسائل کے حل کے لئے مختلف تجاویز پیش کیں۔ ذرائع کے مطابق حکام نے شفافیت یقینی بنانے کے لئے نگرانی کا نیا نظام متعارف کرانے کا فیصلہ کیا ہے۔ ترجمان کا کہنا تھا کہ عوام کی فلاح و بہبود حکومت کی اولین ترجیح ہے اور اس سلسلے میں کوئی کوتاہی برداشت نہیں کی جائے گی۔ اسلام آباد (نمائندہ خصوصی) وفاقی حکومت نے ملک بھر میں جاری ترقیاتی منصوبوں کی تکمیل کے لئے اضافی فنڈز کی منظوری دے دی ہے جبکہ متعلقہ اداروں کو ہدایت کی گئی ہے کہ وہ مقررہ مدت میں کام مکمل کریں۔ اجلاس میں صوبائی نمائندوں نے بھی شرکت کی اور عوامی مسائل کے حل کے لئے مختلف تجاویز پیش کیں۔ ذرائع کے مطابق حکام نے شفافیت یقینی بنانے کے لئے نگرانی کا نیا نظام متعارف کرانے کا فیصلہ کیا ہے۔ ترجمان کا کہنا تھا کہ عوام کی فلاح و بہبود حکومت کی اولین ترجیح ہے اور اس سلسلے میں کوئی کوتاہی برداشت نہیں کی جائے گی۔ اسلام آباد (نمائندہ خصوصی) وفاقی حکومت نے ملک بھر میں جاری ترقیاتی منصوبوں کی تکمیل کے لئے اضافی فنڈز کی منظوری دے دی ہے جبکہ متعلقہ اداروں کو ہدایت کی گئی ہے کہ وہ مقررہ مدت میں کام مکمل کریں۔ اجلاس میں صوبائی نمائندوں نے بھی شرکت کی اور عوامی مسائل کے حل کے لئے مختلف تجاویز پیش کیں۔ ذرائع کے مطابق حکام نے شفافیت یقینی بنانے کے لئے نگرانی کا نیا نظام متعارف کرانے کا فیصلہ ک <box>762 63 939 454</box>
story-number: 36 <box>720 1225 752 1248</box>
story-header <box>1135 606 1312 631</box>
story-title: رپورٹ <box>87 1098 126 1116</box>
story-title: شکایات <box>1018 1202 1066 1219</box>
story-header <box>576 35 753 60</box>
story-title: خواجہ آصف <box>1005 1043 1080 1061</box>
story-title: فیصلہ <box>836 564 875 581</box>
story-header <box>948 497 1127 522</box>
story-body: اسلام آباد (نمائندہ خصوصی) وفاقی حکومت نے ملک بھر میں جاری ترقیاتی منصوبوں کی تکمیل کے لئے اضافی فنڈز کی منظوری دے دی ہے جبکہ متعلقہ اداروں کو ہدایت کی گئی ہے کہ وہ مقررہ مدت میں کام مکمل کریں۔ اجلاس میں صوبائی نمائندوں نے بھی شرکت کی اور عوامی مسائل کے حل کے لئے مختلف تجاویز پیش کیں۔ ذرائع کے مطابق حکام نے شفافیت یقینی بنانے کے لئے نگرانی کا نیا نظام متعارف کرانے کا فیصلہ کیا ہے۔ ترجمان کا کہنا تھا کہ عوام کی فلاح و بہبود حکومت کی اولین ترجیح ہے اور اس سلسلے میں کوئی کوتاہی برداشت نہیں کی جائے گی۔ اسلام آباد (نمائندہ خصوصی) وفاقی حکومت نے ملک بھر میں جاری ترقیاتی منصوبوں کی تکمیل کے لئے اضافی فنڈز کی من <box>762 1200 939 1373</box>
whatsapp-icon: ✆ <box>1337 232 1354 249</box>
story-title: ایس ای سی <box>817 38 894 56</box>
story-number: 7 <box>1279 607 1312 630</box>
story-body: اسلام آباد (نمائندہ خصوصی) وفاقی حکومت نے ملک بھر میں جاری ترقیاتی منصوبوں کی تکمیل کے لئے اضافی فنڈز کی منظوری دے دی ہے جبکہ متعلقہ اداروں کو ہدایت کی گئی ہے کہ وہ مقررہ مدت میں کام مکمل کریں۔ اجلاس میں صوبائی نمائندوں نے بھی شرکت کی اور عوامی <box>202 1218 383 1286</box>
story-body: اسلام آباد (نمائندہ خصوصی) وفاقی حکومت نے ملک بھر میں جاری ترقیاتی منصوبوں کی تکمیل کے لئے اضافی فنڈز کی منظوری دے دی ہے جبکہ متعلقہ اداروں کو ہدایت کی گئی ہے کہ وہ مقررہ مدت میں کام مکمل کریں۔ اجلاس میں صوبائی نمائندوں نے بھی شرکت کی اور عوامی مسائل کے حل کے لئے مختلف تجاویز پیش کیں۔ ذرائع کے مطابق حکام نے شفافیت یقینی بنانے کے لئے نگرانی کا نیا نظام متعارف کرانے کا فیصلہ کیا ہے۔ ترجمان کا کہنا تھا کہ عوام کی فلاح و بہبود حکومت کی اولین ترجیح ہے اور اس سلسلے میں کوئی کوتاہی برداشت نہیں کی جائے گی۔ اسلام آباد (نمائندہ خصوصی) وفاقی حکومت نے ملک بھر میں جاری ترقیاتی منصوبوں کی تکمیل کے لئے اضافی فنڈز کی منظوری دے دی ہے جبکہ متعلقہ اداروں کو ہدایت کی گئی ہے کہ وہ مقررہ مدت میں کام مکمل کریں۔ اجلاس میں صوبائی نمائندوں نے بھی شرکت کی اور عوامی مسائل کے حل کے لئے مختلف تجاویز پیش کیں۔ ذرائع کے مطابق حکام نے شفافیت یقینی بنانے کے لئے نگرانی کا نیا نظام متعارف کرانے کا فیصلہ کیا ہے۔ ترجمان کا کہنا تھا کہ عوام کی فلاح و بہبود حکومت کی اولین ترجیح ہے اور اس سلسلے میں کوئی کوتاہی برداشت نہیں کی جائے گی۔ اسلام آباد (نمائندہ خصوصی) وفاقی حکومت نے ملک بھر میں جاری ترقیاتی منصوبوں کی تکمیل کے لئے اضافی فنڈز کی منظوری دے دی ہے جبکہ متعلقہ اداروں کو ہدایت کی گئی ہے کہ وہ مقررہ مدت میں کام مکمل کریں۔ اجلاس میں صوبائی نمائندوں نے بھی شرکت کی اور عوامی مسائل کے حل کے لئے مختلف تجاویز پیش کیں۔ ذرائع کے مطابق حکام نے شفافیت یقینی بنانے کے لئے نگرانی کا نیا نظام متعارف کرانے کا فیصلہ کیا ہے۔ ترجمان کا کہنا تھا کہ عوام کی فلاح و بہبود حکومت کی اولین ترجیح ہے اور اس سلسلے میں کوئی کوتاہی برداشت نہیں کی جائے گی۔ اسلام آباد (نمائندہ خصوصی) وفاقی حکومت نے ملک بھر میں جاری ترقیاتی منصوبوں کی تکمیل کے لئے اضافی فنڈز کی منظوری دے دی ہے جبک <box>1321 318 1499 779</box>
story-header <box>948 575 1127 600</box>
story-number: 31 <box>905 2011 938 2034</box>
story-number: 40 <box>534 356 567 379</box>
story-title: لیپ ٹاپ <box>81 939 132 957</box>
story-header <box>10 104 193 129</box>
story-body: اسلام آباد (نمائندہ خصوصی) وفاقی حکومت نے ملک بھر میں جاری ترقیاتی منصوبوں کی تکمیل کے لئے اضافی فنڈز کی منظوری دے دی ہے جبکہ متعلقہ اداروں کو ہدایت کی گئی ہے کہ وہ مقررہ مدت میں کام مکمل کریں۔ اجلاس میں صوبائی نمائندوں نے بھی شرکت کی اور عوامی مسائل کے حل کے لئے مختلف تجاویز پیش کیں۔ ذرائع <box>10 617 193 697</box>
story-number: 6 <box>1279 460 1312 483</box>
story-tag: تفصیل <box>11 1254 53 1277</box>
story-tag: تفصیل <box>11 249 53 272</box>
story-number: 17 <box>1093 1370 1126 1393</box>
story-tag: تفصیل <box>763 1378 805 1401</box>
story-title: بلاول بھٹو <box>827 1676 884 1693</box>
story-tag: تفصیل <box>949 893 991 916</box>
story-body: اسلام آباد (نمائندہ خصوصی) وفاقی حکومت نے ملک بھر میں جاری ترقیاتی منصوبوں کی تکمیل کے لئے اضافی فنڈز کی منظوری دے دی ہے جبکہ متعلقہ اداروں کو ہدایت کی گئی ہے کہ وہ مقررہ مدت میں کام مکمل کریں۔ اجلاس میں صوبائی نمائندوں نے بھی شرکت کی اور عوامی مسائل کے حل کے لئے مختلف تجاویز پیش کیں۔ ذرائع کے مطابق حکام نے شفافیت یقینی بنانے کے لئے نگرانی کا نیا نظام متعارف کرانے کا فیصلہ کیا ہے۔ ترجمان کا کہنا تھا کہ عوام کی فلاح و بہبود حکومت کی اولین ترجیح ہے اور اس سلسلے میں کوئی کوتاہی برداشت نہی <box>1135 317 1312 454</box>
story-body: اسلام آباد (نمائندہ خصوصی) وفاقی حکومت نے ملک بھر میں جاری ترقیاتی منصوبوں کی تکمیل کے لئے اضافی فنڈز کی منظوری دے دی ہے جبکہ متعلقہ اداروں کو ہدایت کی گئی ہے کہ وہ مقررہ مدت میں کام مکمل کریں۔ اجلاس میں صوبائی نمائندوں نے بھی شرکت کی اور عوامی مسائل کے حل کے لئے مختلف تجاویز پیش کیں۔ ذرائع کے مطابق حکام نے شفافیت یقینی بنانے کے لئے نگرانی کا نیا نظام متعارف کرانے کا فیصلہ کیا ہے۔ ترجمان کا کہنا تھا کہ عوام کی فلاح و بہبود حکومت کی اولین ترجیح ہے اور اس سلسلے میں کوئی کوتاہی برداشت نہیں کی جائے گی۔ اسلام آباد (نمائندہ خصوصی) وفاقی حکومت نے ملک بھر میں جاری ترقیاتی منصوبوں کی تکمیل کے لئے اضافی فنڈز کی منظوری دے دی ہے جبکہ متعلقہ اداروں کو ہدایت کی گئی ہے کہ وہ مقررہ مدت میں کام مکمل کریں۔ اجلاس میں صوبائی نمائندوں نے بھی شرکت کی اور عوامی مسائل کے حل کے لئے مختلف تجاویز پیش کیں۔ ذرائع کے مطابق حکام نے شفافیت یقینی بنانے کے لئے نگرانی کا نیا نظام متعارف کرانے کا فیصلہ کیا ہے۔ ترجمان کا کہنا تھا کہ عوام کی فلاح و بہبود حکومت کی اولین ترجیح ہے اور اس سلسلے میں کوئی کوتاہی برداشت نہیں کی جائے گی۔ اسلام آباد (نمائندہ خصوصی) وفاقی حکومت نے ملک بھر میں جاری ترقیاتی منصوبوں کی تکمیل کے لئے اضافی ف <box>1321 1268 1499 1578</box>
story-title: بدو اجلاس <box>638 922 701 939</box>
story-body: اسلام آباد (نمائندہ خصوصی) وفاقی حکومت نے ملک بھر میں جاری ترقیاتی منصوبوں کی تکمیل کے لئے اضافی فنڈز کی منظوری دے دی ہے جبکہ متعلقہ اداروں کو ہدایت کی گئی ہے کہ وہ مقررہ مدت میں کام مکمل کریں۔ اجلاس میں صوبائی نمائندوں نے بھی شرکت کی اور عوامی مسائل کے حل کے لئے مختلف تجاویز پیش کیں۔ ذرائع کے مطابق حکام نے شفافیت یقینی بنانے کے لئے نگرانی کا نیا نظام متعارف کرانے کا فیصلہ کیا ہے۔ ترجمان کا کہنا تھا کہ عوام کی فلاح و بہبود حکومت کی اولین ترجیح ہے اور اس سلسلے میں کوئی کوتاہی برداشت نہیں ک <box>948 1567 1127 1705</box>
story-number: 9 <box>1279 925 1312 948</box>
story-header <box>1321 290 1499 315</box>
story-tag: تفصیل <box>577 1465 620 1488</box>
story-body: اسلام آباد (نمائندہ خصوصی) وفاقی حکومت نے ملک بھر میں جاری ترقیاتی منصوبوں کی تکمیل کے لئے اضافی فنڈز کی منظوری دے دی ہے جبکہ متعلقہ اداروں کو ہدایت کی گئی ہے کہ وہ م <box>202 1477 383 1523</box>
story-number: 15 <box>1093 1040 1126 1064</box>
story-title: کتابیں <box>89 593 124 610</box>
story-body: اسلام آباد (نمائندہ خصوصی) وفاقی حکومت نے ملک بھر میں جاری ترقیاتی منصوبوں کی تکمیل کے لئے اضافی فنڈز کی منظوری دے دی ہے جبکہ متعلقہ اداروں کو ہدایت کی گئی ہے کہ وہ مقررہ مدت میں کام مکمل کریں۔ اجلاس میں صوبائی نمائندوں نے بھی شرکت کی اور عوامی مسائل کے حل کے لئے مختلف تجاویز پیش کیں۔ ذرائع کے مطابق حکام نے شفافیت یقینی بنانے کے لئے نگرانی کا نیا نظام متعارف کرانے کا فیصلہ کیا ہے۔ ترجمان کا کہنا تھا کہ عوام کی فلاح و بہبود حکومت کی اولین ترجیح ہے <box>1135 634 1312 760</box>
story-title: ادارے <box>90 850 122 867</box>
story-tag: تفصیل <box>11 397 53 420</box>
story-tag: تفصیل <box>393 197 435 220</box>
story-body: اسلام آباد (نمائندہ خصوصی) وفاقی حکومت نے ملک بھر میں جاری ترقیاتی منصوبوں کی تکمیل کے لئے اضافی فنڈز کی منظوری دے دی ہے جبکہ متعلقہ اداروں کو ہدایت کی گئی ہے کہ وہ مقررہ مدت میں کام مکمل کریں۔ اجلاس میں صوبائی نمائندوں نے بھی شرکت کی اور عوامی مسائل کے حل کے لئے مختلف تجاویز پیش کیں۔ ذرائع کے مطابق حکام نے شفافیت یقینی بنانے کے لئے نگرانی کا نیا نظام متعارف کرانے کا فیصلہ کیا ہے۔ ترجمان کا کہنا تھا کہ عوام کی فلاح و بہبود حکومت کی اولین ترجیح ہے اور اس سلسلے میں کوئی کوتاہی برداشت نہیں کی جائے گی۔ اسلام آباد (نمائندہ خصوصی) وفاقی حکومت نے ملک بھر میں جاری ترقیاتی منصوبوں کی تکمیل کے لئے اضافی فنڈز کی منظوری دے دی ہے جبکہ متعلقہ اداروں کو ہدایت کی گئی ہے کہ وہ مقررہ مدت میں کام مکمل کریں۔ اجلاس میں صوبائی نمائندوں نے بھی شرکت کی اور عوامی مسائل کے حل کے لئے مختلف تجاویز پیش کیں۔ ذرائع کے مطابق حکام نے شفافیت یقینی بنانے کے لئے نگرانی کا نیا نظام متعارف کرانے کا فیصلہ کیا ہے۔ ترجمان کا کہنا تھا کہ عوام کی فلاح و بہبود حکومت ک <box>1135 952 1312 1217</box>
story-number: 28 <box>905 1673 938 1696</box>
story-body: اسلام آباد (نمائندہ خصوصی) وفاقی حکومت نے ملک بھر میں جاری ترقیاتی منصوبوں کی تکمیل کے لئے اضافی فنڈز کی منظوری دے دی ہے <box>1321 1611 1499 1645</box>
story-body: اسلام آباد (نمائندہ خصوصی) وفاقی حکومت نے ملک بھر میں جاری ترقیاتی منصوبوں کی تکمیل کے لئے اضافی فنڈز کی منظوری دے دی ہے جبکہ متعلقہ اداروں کو ہدایت کی گئی ہے کہ وہ مقررہ مدت میں کام مکمل کریں۔ اجلاس میں صوبائی نمائندوں نے بھی شرکت کی اور عوامی مسائل کے حل کے لئے مختلف تجاویز پیش کیں۔ ذرائع کے مطابق حکام نے شفافیت یقینی بنانے کے لئے نگرانی کا نیا نظام متعارف کرانے کا فیصلہ کیا ہے۔ ترجمان کا کہنا تھا کہ عوام کی فلاح و بہبود حکومت کی اولین ترجیح ہے اور اس سلسلے میں کوئی کوتاہی برداشت نہیں کی جائے گی۔ اسلام آباد (نمائندہ خصوصی) وفاقی حکوم <box>202 187 383 336</box>
story-number: 24 <box>905 1026 938 1049</box>
story-body: اسلام آباد (نمائندہ خصوصی) وفاقی حکومت نے ملک بھر میں جاری ترقیاتی منصوبوں کی تکمیل کے لئے اضافی فنڈز کی منظوری دے دی ہ <box>762 2038 939 2071</box>
story-header <box>10 702 193 727</box>
story-title: شجر کاری <box>452 1251 517 1269</box>
story-title: یونان <box>654 1228 685 1245</box>
story-title: عمران خان <box>1380 294 1450 311</box>
story-number: 61 <box>160 105 192 128</box>
story-number: 64 <box>160 397 192 420</box>
story-number: 49 <box>534 1589 567 1612</box>
story-tag: تفصیل <box>11 1095 53 1118</box>
story-header <box>1321 1000 1499 1025</box>
story-body: اسلام آباد (نمائندہ خصوصی) وفاقی حکومت نے ملک بھر میں جاری ترقیاتی منصوبوں کی تکمیل کے لئے اضافی فنڈز کی منظوری دے دی ہے جبکہ متعلقہ اداروں کو ہدایت کی گئی ہے کہ وہ مقر <box>10 730 193 775</box>
story-header <box>576 783 753 808</box>
story-body: اسلام آباد (نمائندہ خصوصی) وفاقی حکومت نے ملک بھر میں جاری ترقیاتی منصوبوں کی تکمیل کے لئے اضافی فنڈز کی منظوری دے دی ہے جبکہ متعلقہ اداروں کو ہدایت کی گئی ہے کہ و <box>948 525 1127 570</box>
advert-phone-number: 0309-0742250 <box>1359 231 1485 249</box>
story-title: ہدایت <box>1016 1373 1068 1390</box>
story-tag: تفصیل <box>949 746 991 769</box>
story-body: اسلام آباد (نمائندہ خصوصی) وفاقی حکومت نے ملک بھر میں جاری ترقیاتی منصوبوں کی تکمیل کے لئے اضافی فنڈز کی منظوری دے دی ہے جبکہ متعلقہ اداروں کو ہدایت کی گئی ہے کہ وہ مقررہ مدت میں کام مکمل کریں۔ اجلاس میں صوبائی نمائندوں نے بھی شرکت کی اور عوامی مسائل کے حل کے لئے مختلف تجاویز پیش کیں۔ ذرائع کے مطابق حکام نے شفافیت یقینی بنانے کے لئے نگرانی کا نیا نظام متعارف کرانے کا فیصلہ کیا ہے۔ ترجمان کا کہنا تھا کہ عوام کی فلاح و بہبود حکومت کی اولین ترجیح ہے اور اس سلسلے میں کوئی کوتاہی برداشت نہیں کی جائے گی۔ اسلام آباد (نمائندہ خصوصی) وفاقی حکومت نے ملک بھر میں جاری ترقیاتی منصوبوں کی تکمیل کے لئے <box>10 424 193 584</box>
story-header <box>392 355 568 380</box>
story-tag: تفصیل <box>577 1225 620 1248</box>
story-title: CDA <box>467 665 502 682</box>
story-body: اسلام آباد (نمائندہ خصوصی) وفاقی حکومت نے ملک بھر میں جاری ترقیاتی منصوبوں کی تکمیل کے لئے اضافی فنڈز کی منظوری دے دی ہے جبکہ متعلقہ اداروں کو ہدایت کی گئی ہے کہ وہ مقررہ مدت میں کام مکمل کریں۔ اجلاس میں صوبائی نمائندوں نے بھی شرکت کی اور عوامی مسائل کے حل کے لئے مختلف تجاویز پیش کیں۔ ذرائع کے مطابق حکام نے شفافیت یقینی بنانے کے لئے نگرانی کا نیا نظام متعارف کرانے کا فیصلہ کیا ہے۔ ترجمان کا کہنا تھا کہ عوام کی فلاح و بہبود حکومت کی اولین ترجیح ہے اور اس سلسلے میں کوئی کوتاہی برداشت نہیں کی جائے گی۔ اسلام آباد (نمائندہ خصوصی) وفاقی حکومت نے ملک بھر میں جاری ترقیاتی منصوبوں کی تکمیل کے لئے اضافی فنڈز کی منظوری دے دی ہے جبکہ متعلقہ اداروں کو ہدایت ک <box>1321 811 1499 995</box>
story-title: سلمان اکرم <box>819 1540 892 1557</box>
story-header <box>762 1536 939 1561</box>
story-header <box>202 1019 383 1044</box>
story-title: درخواست <box>639 1058 701 1075</box>
story-title: معطل <box>836 1823 875 1840</box>
story-title: الاؤنس <box>834 951 877 968</box>
story-body: اسلام آباد (نمائندہ خصوصی) وفاقی حکومت نے ملک بھر میں جاری ترقیاتی منصوبوں کی تکمیل کے لئے اضافی فنڈز کی منظوری دے دی ہے جبکہ متعلقہ اداروں کو ہدایت کی گئی ہے کہ وہ مقررہ مدت میں کام مکمل کریں۔ اجلاس میں صوبائی نمائندوں نے بھی شرکت کی اور عوامی مسائل کے حل کے لئے مختلف تجاویز پیش کیں۔ ذرائع کے مطابق حکام نے شفافیت یقینی بنانے کے لئے نگرانی کا نیا نظام متعارف کرا <box>762 1564 939 1667</box>
story-title: تنخواہ <box>465 960 504 977</box>
story-body: اسلام آباد (نمائندہ خصوصی) وفاقی حکومت نے ملک بھر میں جاری ترقیاتی منصوبوں کی تکمیل کے لئے اضافی فنڈز کی منظوری دے دی ہے جبکہ متعلقہ اداروں کو ہدایت کی گئی ہے کہ وہ مقررہ مدت میں کام مکمل کریں۔ اجلاس میں صوبائی نمائندوں نے بھی شرکت کی اور عوامی مسائل کے حل کے لئے مختلف تجاویز پیش کیں۔ ذرائع کے مطابق حکام نے شفافیت یقینی بنانے کے لئے نگرانی کا نیا نظام متعارف کرانے کا فیصلہ کیا ہے۔ ترجمان کا کہنا تھا کہ عوام کی فلاح و بہبود حکومت کی اولین ترجیح ہے اور اس سلسلے میں کوئی کوتاہی برداشت نہیں کی جائے گی۔ اسلام آباد (نمائندہ خصوصی) وفاقی حکومت نے ملک بھر میں جاری ترقیاتی منصوبوں کی تکمیل کے لئے اضافی فنڈز کی منظوری دے دی ہے جبکہ متعلقہ اداروں کو ہدایت کی گئی ہے کہ وہ مقررہ مدت میں کام مکمل کریں۔ اجلاس میں صوبائی نمائندوں نے بھی شرکت کی اور عوامی مسائل کے حل کے لئے مختلف تجاویز پیش کیں۔ ذرائع کے مطابق حکام نے شفافیت یقینی بنانے کے لئے نگرانی کا نیا نظام متعارف کرانے کا فیصلہ کیا ہے۔ ترجمان کا کہنا تھا کہ عوام کی فلاح و بہبود حکومت کی اولین ترجیح ہے اور اس سلسلے میں کوئی کوتاہی برداشت نہیں کی جائے گی۔ اسلام آباد (نمائندہ خصوصی) وفاقی حکومت نے ملک بھر <box>762 588 939 887</box>
news-column-3 <box>943 31 1131 2456</box>
story-header <box>392 774 568 799</box>
story-header <box>392 1247 568 1272</box>
story-body: اسلام آباد (نمائندہ خصوصی) وفاقی حکومت نے ملک بھر میں جاری ترقیاتی منصوبوں کی تکمیل کے لئے اضافی فنڈز کی منظوری دے دی ہے جبکہ متعلقہ اداروں کو ہدایت کی گئی ہے کہ وہ مقررہ مدت میں کام مکمل کریں۔ اجلاس میں صوبائی نمائندوں نے بھی شرکت کی اور عوامی <box>202 946 383 1014</box>
story-title: جنگجو گردی <box>1190 293 1267 310</box>
story-number: 16 <box>1093 1199 1126 1222</box>
story-body: اسلام آباد (نمائندہ خصوصی) وفاقی حکومت نے ملک بھر میں جاری ترقیاتی منصوبوں کی تکمیل کے لئے اضافی فنڈز کی منظوری دے دی ہے جبکہ متعلقہ اداروں کو ہدایت کی گئی ہے کہ وہ مقررہ مدت میں کام مکمل کریں۔ اجلاس میں صوبائی نمائندوں نے بھی شرکت کی اور عوامی مسائل کے حل کے لئے مختلف تجاویز پیش کیں۔ ذرائع کے مطابق حکام نے شفافیت یقینی بنانے کے لئے نگرانی کا نیا نظام متعارف کرانے کا فیصلہ کیا ہے۔ ترجمان کا کہنا تھا کہ عوام کی فلاح و بہبود حکومت کی اولین ترجیح ہے <box>1135 793 1312 919</box>
story-title: وزیر اعظم <box>1382 1244 1448 1261</box>
story-tag: تفصیل <box>11 105 53 128</box>
story-tag: تفصیل <box>949 1040 991 1064</box>
story-body: اسلام آباد (نمائندہ خصوصی) وفاقی حکومت نے ملک بھر میں جاری ترقیاتی منصوبوں کی تکمیل کے لئے اضافی فنڈز کی منظوری دے دی ہے جبکہ متعلقہ اداروں کو ہدایت کی گئی ہے کہ وہ مقررہ مدت میں کام مکمل کریں۔ اجلاس میں صوبائی نمائندوں نے بھی شرکت کی اور عوامی مسائل کے حل کے لئے مختلف تجاویز پیش کیں۔ ذرائع کے مطابق حکام نے شفافیت یقینی بنانے کے لئے نگرانی کا نیا نظام متعارف کرانے کا فیصلہ کیا ہے۔ ترجمان کا کہنا تھا کہ عوام کی فلاح و بہبود حکومت کی اولین ترجیح ہے اور اس سلسلے میں کوئی کوتاہی برداشت نہیں ک <box>948 1397 1127 1534</box>
story-body: اسلام آباد (نمائندہ خصوصی) وفاقی حکومت نے ملک بھر میں جاری ترقیاتی منصوبوں کی تکمیل کے لئے اضافی فنڈز کی منظوری دے دی ہے جبکہ متعلقہ اداروں کو ہدایت کی گئی ہے ک <box>762 975 939 1020</box>
story-title: خوارج <box>1023 578 1061 596</box>
story-body: اسلام آباد (نمائندہ خصوصی) وفاقی حکومت نے ملک بھر میں جاری ترقیاتی منصوبوں کی تکمیل کے لئے اضافی فنڈز کی منظوری دے دی ہے جبکہ متعلقہ اداروں کو ہدایت کی گئی ہے کہ وہ مقر <box>10 132 193 177</box>
story-number: 58 <box>349 1191 382 1214</box>
story-header <box>392 661 568 686</box>
story-title: اعلان <box>89 399 123 417</box>
story-number: 65 <box>160 590 192 613</box>
story-body: اسلام آباد (نمائندہ خصوصی) وفاقی حکومت نے ملک بھر میں جاری ترقیاتی منصوبوں کی تکمیل کے لئے اضافی فنڈز کی منظوری دے دی ہے جبکہ متعلقہ اداروں کو ہدایت کی گئی ہے کہ وہ مقررہ مدت میں کام مکمل کریں۔ اجلاس میں صوبائی نمائندوں نے بھی شرکت کی او <box>1135 1249 1312 1318</box>
story-tag: تفصیل <box>203 706 245 729</box>
story-header <box>10 1094 193 1119</box>
story-body: اسلام آباد (نمائندہ خصوصی) وفاقی حکومت نے ملک بھر میں جاری ترقیاتی منصوبوں کی تکمیل کے لئے اضافی فنڈز کی منظوری دے دی ہے جبکہ متعلقہ اداروں کو ہدایت کی گئی ہے کہ وہ مقررہ مدت میں کام مکمل کریں۔ اجلاس میں صوبائی نمائندوں نے بھی شرکت کی اور عوامی مسائل کے حل کے لئے مختلف تجاویز پیش کیں۔ ذرائع کے مطابق حکام نے شفافیت یقینی بنانے کے لئے نگرانی کا نیا نظام متعارف کرانے کا فیصلہ کیا ہے۔ ترجمان کا کہنا تھا کہ عوام کی فلاح و بہبود حکومت کی اولین ترجیح ہے اور اس سلسلے میں <box>10 1122 193 1248</box>
story-tag: تفصیل <box>11 703 53 726</box>
advert-title: صرف ایک بار پراسپیکٹس اشتہار <box>1327 40 1493 77</box>
story-tag: تفصیل <box>763 1173 805 1196</box>
story-header <box>10 182 193 207</box>
story-header <box>1321 783 1499 808</box>
story-tag: تفصیل <box>577 783 620 807</box>
